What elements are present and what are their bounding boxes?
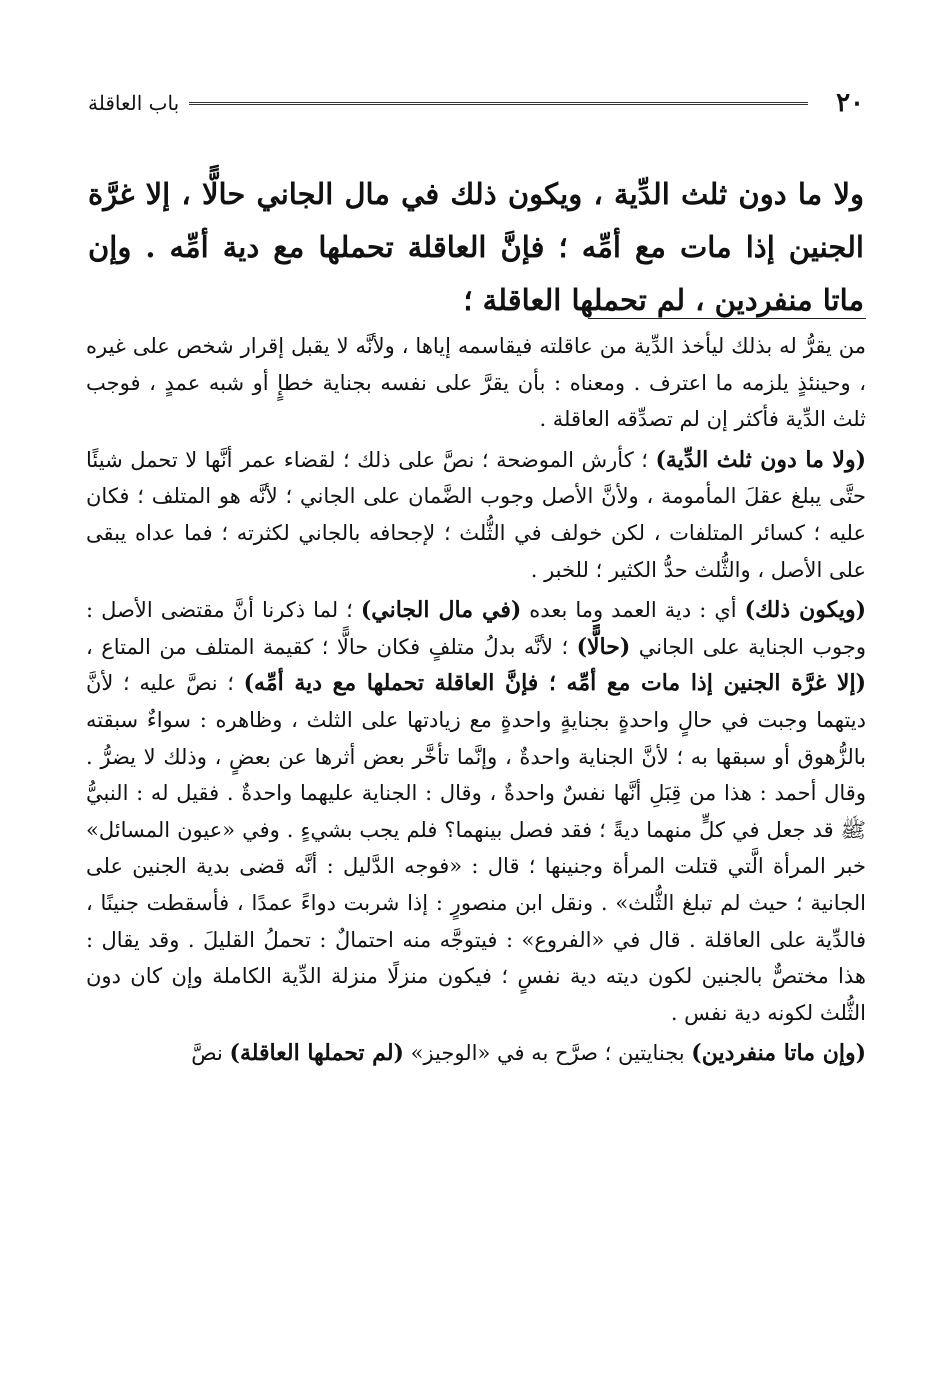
quoted-matn: (ولا ما دون ثلث الدِّية) — [655, 446, 866, 473]
commentary-text-span: أي : دية العمد وما بعده — [521, 598, 745, 623]
header-rule — [189, 102, 808, 105]
quoted-matn: (إلا غرَّة الجنين إذا مات مع أمِّه ؛ فإنَّ العاقلة تحملها مع دية أمِّه) — [243, 670, 866, 697]
commentary-text-span: ؛ لأنَّه بدلُ متلفٍ فكان حالًّا ؛ كقيمة المتلف من المتاع ، — [86, 634, 577, 659]
quoted-matn: (ويكون ذلك) — [744, 597, 866, 624]
quoted-matn: (وإن ماتا منفردين) — [691, 1040, 866, 1067]
commentary-paragraph-2 — [86, 442, 866, 588]
commentary-text — [86, 328, 866, 1076]
running-title: باب العاقلة — [88, 91, 180, 115]
commentary-text-span: نصَّ — [191, 1041, 230, 1066]
commentary-paragraph-3 — [86, 592, 866, 1031]
commentary-paragraph-4 — [86, 1035, 866, 1072]
page-header — [88, 86, 864, 120]
quoted-matn: (في مال الجاني) — [360, 597, 522, 624]
commentary-text-span: ؛ لما ذكرنا أنَّ مقتضى الأصل : وجوب الجناية على الجاني — [86, 598, 866, 659]
matn-text — [88, 168, 864, 327]
page-number: ٢٠ — [836, 88, 864, 118]
commentary-paragraph-1: من يقرُّ له بذلك ليأخذ الدِّية من عاقلته فيقاسمه إياها ، ولأنَّه لا يقبل إقرار شخص على غيره ، وحينئذٍ يلزمه ما اعترف . ومعناه : بأن يقرَّ على نفسه بجناية خطإٍ أو شبه عمدٍ ، فوجب ثلث الدِّية فأكثر إن لم تصدِّقه العاقلة . — [86, 334, 866, 432]
commentary-text-span: ؛ نصَّ عليه ؛ لأنَّ ديتهما وجبت في حالٍ واحدةٍ بجنايةٍ واحدةٍ مع زيادتها على الثلث ، وظاهره : سواءٌ سبقته بالزُّهوق أو سبقها به ؛ لأنَّ الجناية واحدةٌ ، وإنَّما تأخَّر بعض أثرها عن بعضٍ ، وذلك لا يضرُّ . وقال أحمد : هذا من قِبَلِ أنَّها نفسٌ واحدةٌ ، وقال : الجناية عليهما واحدةٌ . فقيل له : النبيُّ ﷺ قد جعل في كلٍّ منهما ديةً ؛ فقد فصل بينهما؟ فلم يجب بشيءٍ . وفي «عيون المسائل» خبر المرأة الَّتي قتلت المرأة وجنينها ؛ قال : «فوجه الدَّليل : أنَّه قضى بدية الجنين على الجانية ؛ حيث لم تبلغ الثُّلث» . ونقل ابن منصورٍ : إذا شربت دواءً عمدًا ، فأسقطت جنينًا ، فالدِّية على العاقلة . قال في «الفروع» : فيتوجَّه منه احتمالٌ : تحملُ القليلَ . وقد يقال : هذا مختصٌّ بالجنين لكون ديته دية نفسٍ ؛ فيكون منزلًا منزلة الدِّية الكاملة وإن كان دون الثُّلث لكونه دية نفس . — [86, 671, 866, 1025]
text-separator-rule — [588, 318, 866, 319]
quoted-matn: (لم تحملها العاقلة) — [229, 1040, 404, 1067]
commentary-text-span: ؛ كأرش الموضحة ؛ نصَّ على ذلك ؛ لقضاء عمر أنَّها لا تحمل شيئًا حتَّى يبلغ عقلَ المأمومة ، ولأنَّ الأصل وجوب الضَّمان على الجاني ؛ لأنَّه هو المتلف ؛ فكان عليه ؛ كسائر المتلفات ، لكن خولف في الثُّلث ؛ لإجحافه بالجاني لكثرته ؛ فما عداه يبقى على الأصل ، والثُّلث حدُّ الكثير ؛ للخبر . — [86, 447, 866, 582]
matn-paragraph: ولا ما دون ثلث الدِّية ، ويكون ذلك في مال الجاني حالًّا ، إلا غرَّة الجنين إذا مات مع أمِّه ؛ فإنَّ العاقلة تحملها مع دية أمِّه . وإن ماتا منفردين ، لم تحملها العاقلة ؛ — [88, 177, 864, 317]
commentary-text-span: بجنايتين ؛ صرَّح به في «الوجيز» — [403, 1041, 692, 1066]
quoted-matn: (حالًّا) — [576, 633, 631, 660]
